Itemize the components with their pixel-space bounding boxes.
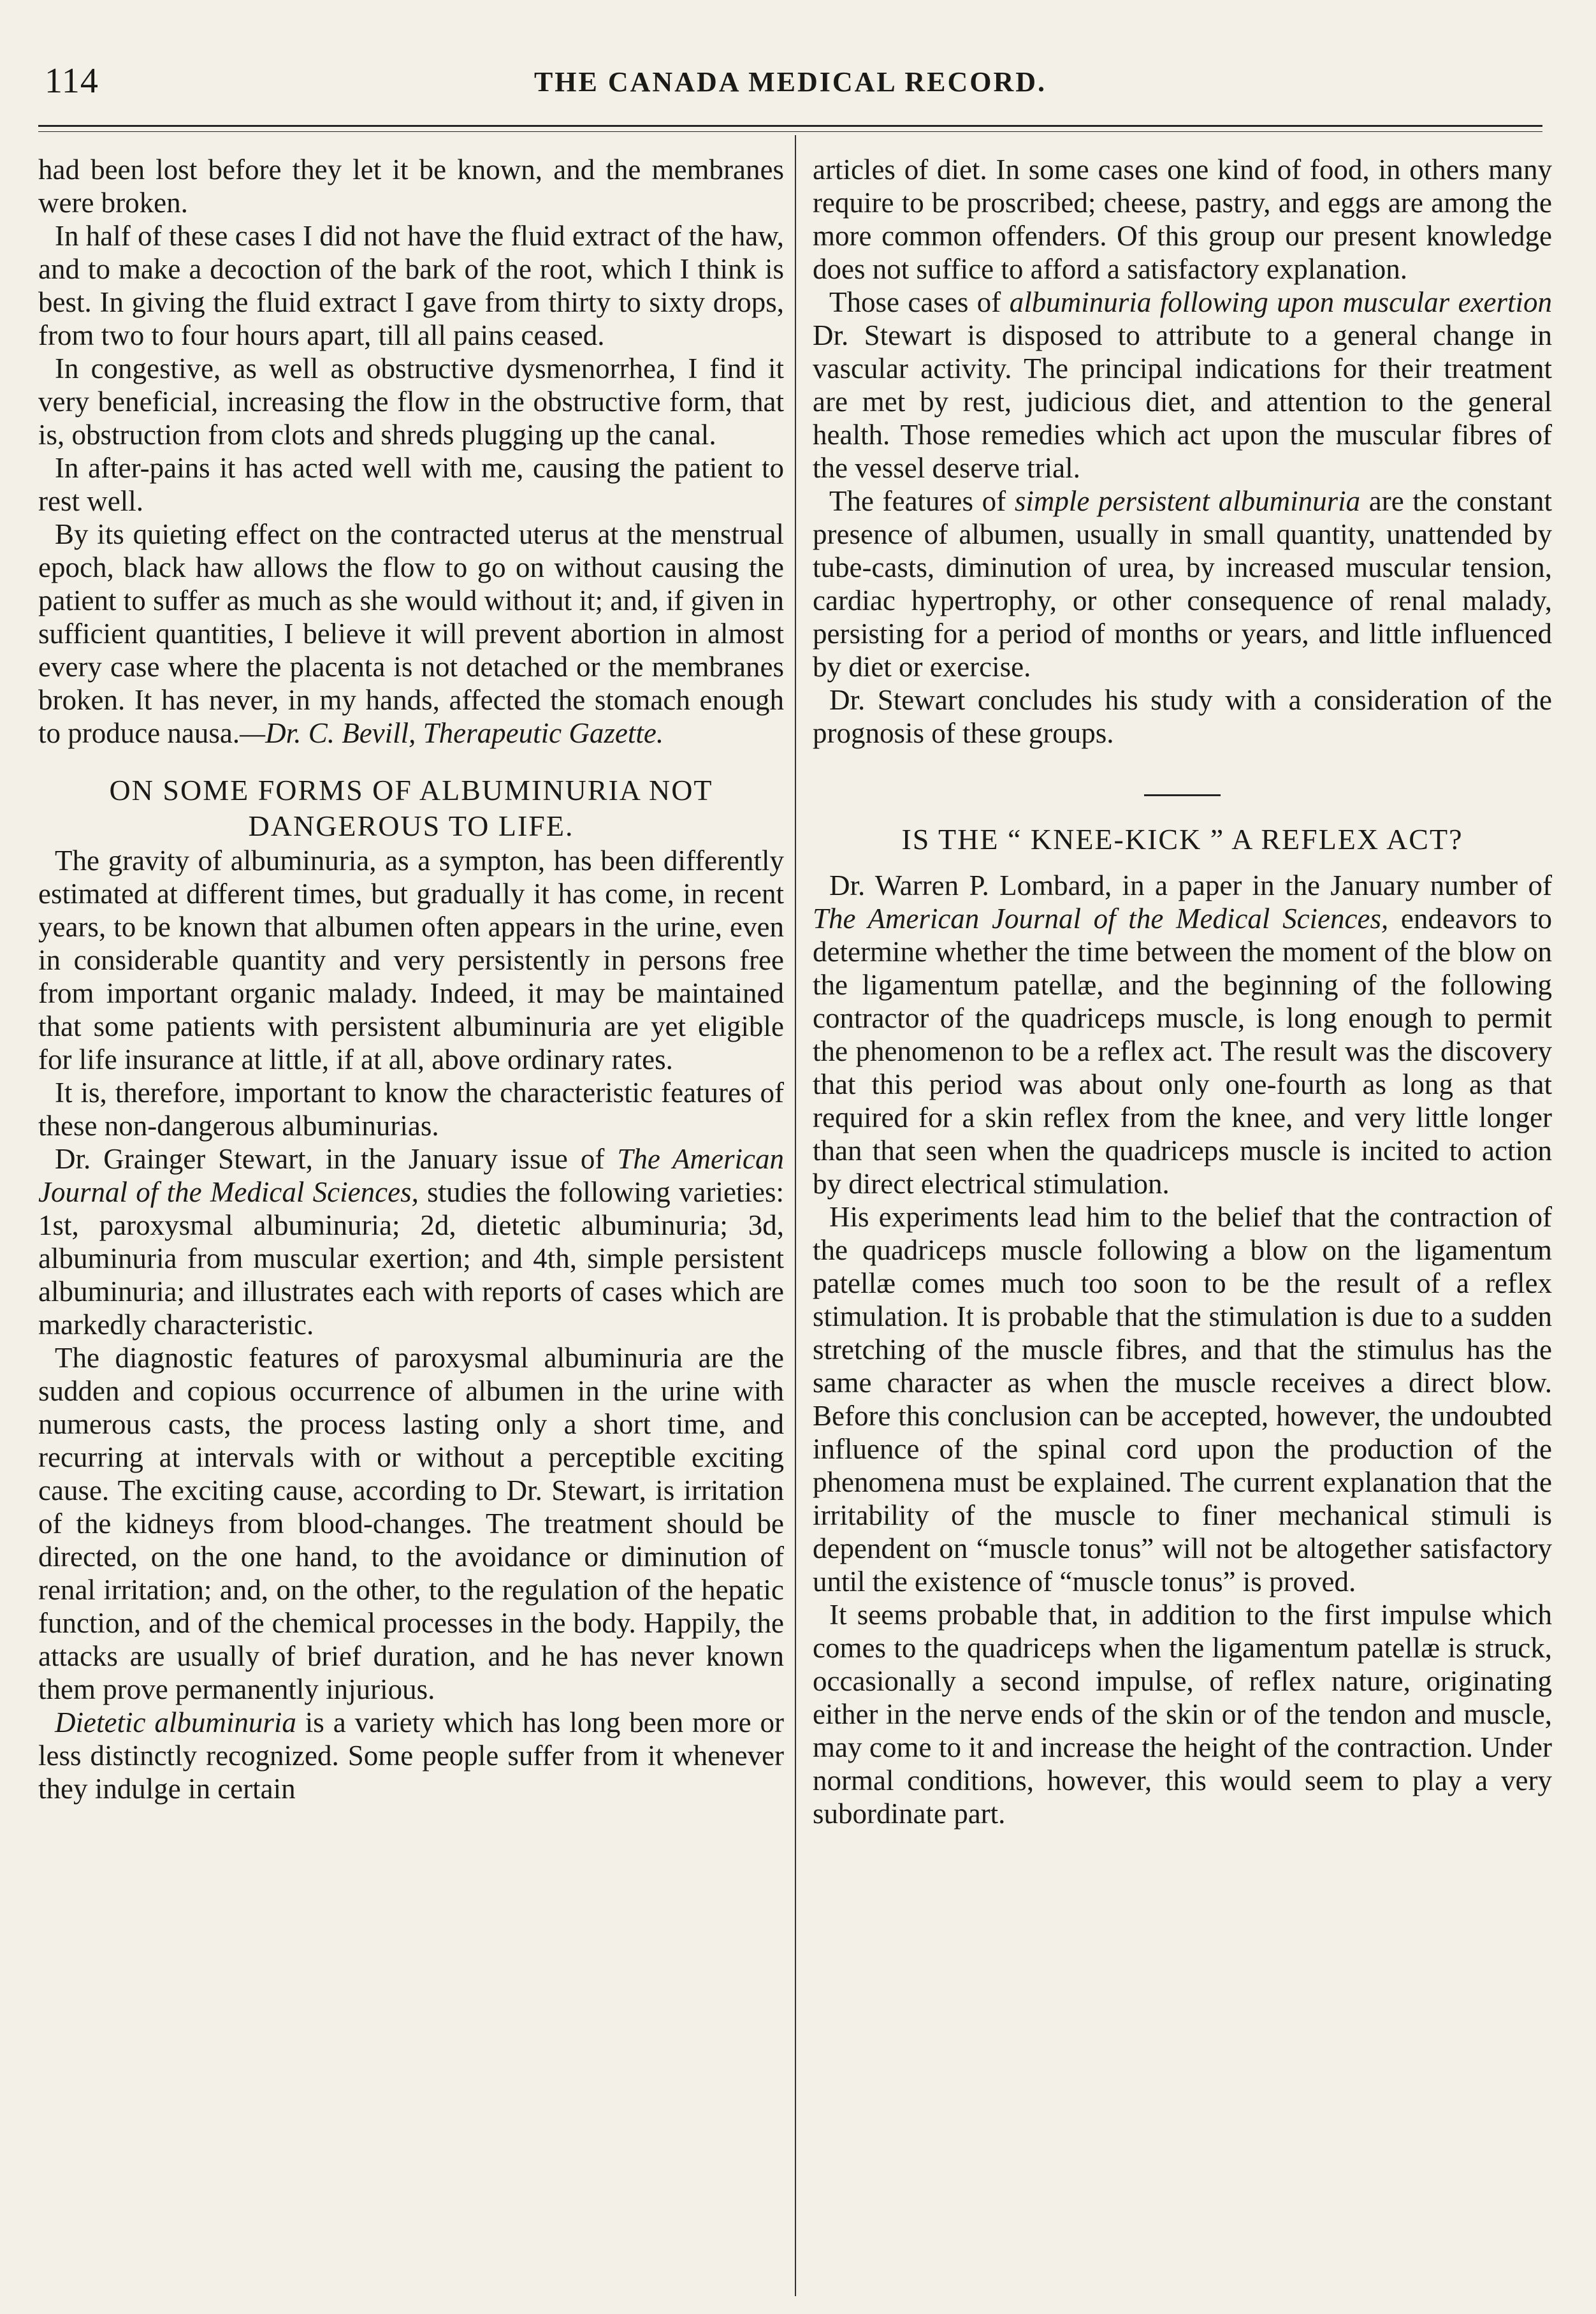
paragraph <box>38 1142 784 1341</box>
paragraph-text: are the constant presence of albumen, usually in small quantity, unattended by tube-casts, diminution of urea, by increased muscular tension, cardiac hypertrophy, or other consequence of renal malady, persisting for a period of months or years, and little influenced by diet or exercise. <box>813 485 1552 683</box>
term: albuminuria following upon muscular exertion <box>1009 286 1553 318</box>
paragraph: In congestive, as well as obstructive dysmenorrhea, I find it very beneficial, increasing the flow in the obstructive form, that is, obstruction from clots and shreds plugging up the canal. <box>38 353 784 451</box>
paragraph: It is, therefore, important to know the characteristic features of these non-dangerous albuminurias. <box>38 1077 784 1142</box>
paragraph-text: By its quieting effect on the contracted uterus at the menstrual epoch, black haw allows the flow to go on without causing the patient to suffer as much as she would without it; and, if given in sufficient quantities, I believe it will prevent abortion in almost every case where the placenta is not detached or the membranes broken. It has never, in my hands, affected the stomach enough to produce nausa. <box>38 518 784 749</box>
paragraph: had been lost before they let it be known, and the membranes were broken. <box>38 154 784 219</box>
paragraph <box>813 286 1552 484</box>
paragraph-text: Dr. Warren P. Lombard, in a paper in the January number of <box>829 870 1552 901</box>
paragraph-text: Those cases of <box>829 286 1010 318</box>
paragraph <box>813 484 1552 683</box>
term: Dietetic albuminuria <box>55 1706 296 1738</box>
paragraph <box>813 869 1552 1200</box>
section-title-albuminuria: ON SOME FORMS OF ALBUMINURIA NOT DANGEROUS TO LIFE. <box>109 774 713 842</box>
section-separator <box>1144 794 1221 796</box>
right-column <box>813 153 1552 1830</box>
paragraph-text: Dr. Stewart is disposed to attribute to a general change in vascular activity. The principal indications for their treatment are met by rest, judicious diet, and attention to the general health. Those remedies which act upon the muscular fibres of the vessel deserve trial. <box>813 319 1552 484</box>
paragraph-text: Dr. Grainger Stewart, in the January issue of <box>55 1143 618 1175</box>
header-rule-thin <box>38 131 1542 132</box>
page-number: 114 <box>45 61 99 101</box>
article-signature: —Dr. C. Bevill, Therapeutic Gazette. <box>240 717 664 749</box>
paragraph: The diagnostic features of paroxysmal albuminuria are the sudden and copious occurrence of albumen in the urine with numerous casts, the process lasting only a short time, and recurring at intervals with or without a perceptible exciting cause. The exciting cause, according to Dr. Stewart, is irritation of the kidneys from blood-changes. The treatment should be directed, on the one hand, to the avoidance or diminution of renal irritation; and, on the other, to the regulation of the hepatic function, and of the chemical processes in the body. Happily, the attacks are usually of brief duration, and he has never known them prove permanently injurious. <box>38 1342 784 1705</box>
paragraph: articles of diet. In some cases one kind of food, in others many require to be proscribed; cheese, pastry, and eggs are among the more common offenders. Of this group our present knowledge does not suffice to afford a satisfactory explanation. <box>813 154 1552 285</box>
section-title-knee-kick: IS THE “ KNEE-KICK ” A REFLEX ACT? <box>901 823 1463 855</box>
running-head: THE CANADA MEDICAL RECORD. <box>533 66 1047 98</box>
paragraph-text: is a variety which has long been more or less distinctly recognized. Some people suffer from it whenever they indulge in certain <box>38 1706 784 1805</box>
paragraph: It seems probable that, in addition to the first impulse which comes to the quadriceps when the ligamentum patellæ is struck, occasionally a second impulse, of reflex nature, originating either in the nerve ends of the skin or of the tendon and muscle, may come to it and increase the height of the contraction. Under normal conditions, however, this would seem to play a very subordinate part. <box>813 1599 1552 1830</box>
paragraph-text: endeavors to determine whether the time between the moment of the blow on the ligamentum patellæ, and the beginning of the following contractor of the quadriceps muscle, is long enough to permit the phenomenon to be a reflex act. The result was the discovery that this period was about only one-fourth as long as that required for a skin reflex from the knee, and very little longer than that seen when the quadriceps muscle is incited to action by direct electrical stimulation. <box>813 903 1552 1200</box>
paragraph <box>38 1706 784 1805</box>
column-divider <box>795 135 796 2296</box>
paragraph-text: studies the following varieties: 1st, paroxysmal albuminuria; 2d, dietetic albuminuria; 3d, albuminuria from muscular exertion; and 4th, simple persistent albuminuria; and illustrates each with reports of cases which are markedly characteristic. <box>38 1176 784 1341</box>
paragraph: In after-pains it has acted well with me, causing the patient to rest well. <box>38 452 784 517</box>
paragraph: The gravity of albuminuria, as a sympton, has been differently estimated at different times, but gradually it has come, in recent years, to be known that albumen often appears in the urine, even in considerable quantity and very persistently in persons free from important organic malady. Indeed, it may be maintained that some patients with persistent albuminuria are yet eligible for life insurance at little, if at all, above ordinary rates. <box>38 845 784 1075</box>
paragraph <box>38 518 784 750</box>
paragraph-text: The features of <box>829 485 1015 517</box>
journal-title: The American Journal of the Medical Sciences, <box>813 903 1389 935</box>
spacer <box>813 857 1552 869</box>
paragraph: Dr. Stewart concludes his study with a consideration of the prognosis of these groups. <box>813 684 1552 749</box>
page-header <box>38 61 1542 112</box>
journal-title: The American Journal of the Medical Sciences, <box>38 1143 784 1208</box>
left-column <box>38 153 784 1805</box>
header-rule <box>38 125 1542 127</box>
term: simple persistent albuminuria <box>1014 485 1361 517</box>
paragraph: His experiments lead him to the belief that the contraction of the quadriceps muscle following a blow on the ligamentum patellæ comes much too soon to be the result of a reflex stimulation. It is probable that the stimulation is due to a sudden stretching of the muscle fibres, and that the stimulus has the same character as when the muscle receives a direct blow. Before this conclusion can be accepted, however, the undoubted influence of the spinal cord upon the production of the phenomena must be explained. The current explanation that the irritability of the muscle to finer mechanical stimuli is dependent on “muscle tonus” will not be altogether satisfactory until the existence of “muscle tonus” is proved. <box>813 1201 1552 1597</box>
paragraph: In half of these cases I did not have the fluid extract of the haw, and to make a decoction of the bark of the root, which I think is best. In giving the fluid extract I gave from thirty to sixty drops, from two to four hours apart, till all pains ceased. <box>38 220 784 351</box>
